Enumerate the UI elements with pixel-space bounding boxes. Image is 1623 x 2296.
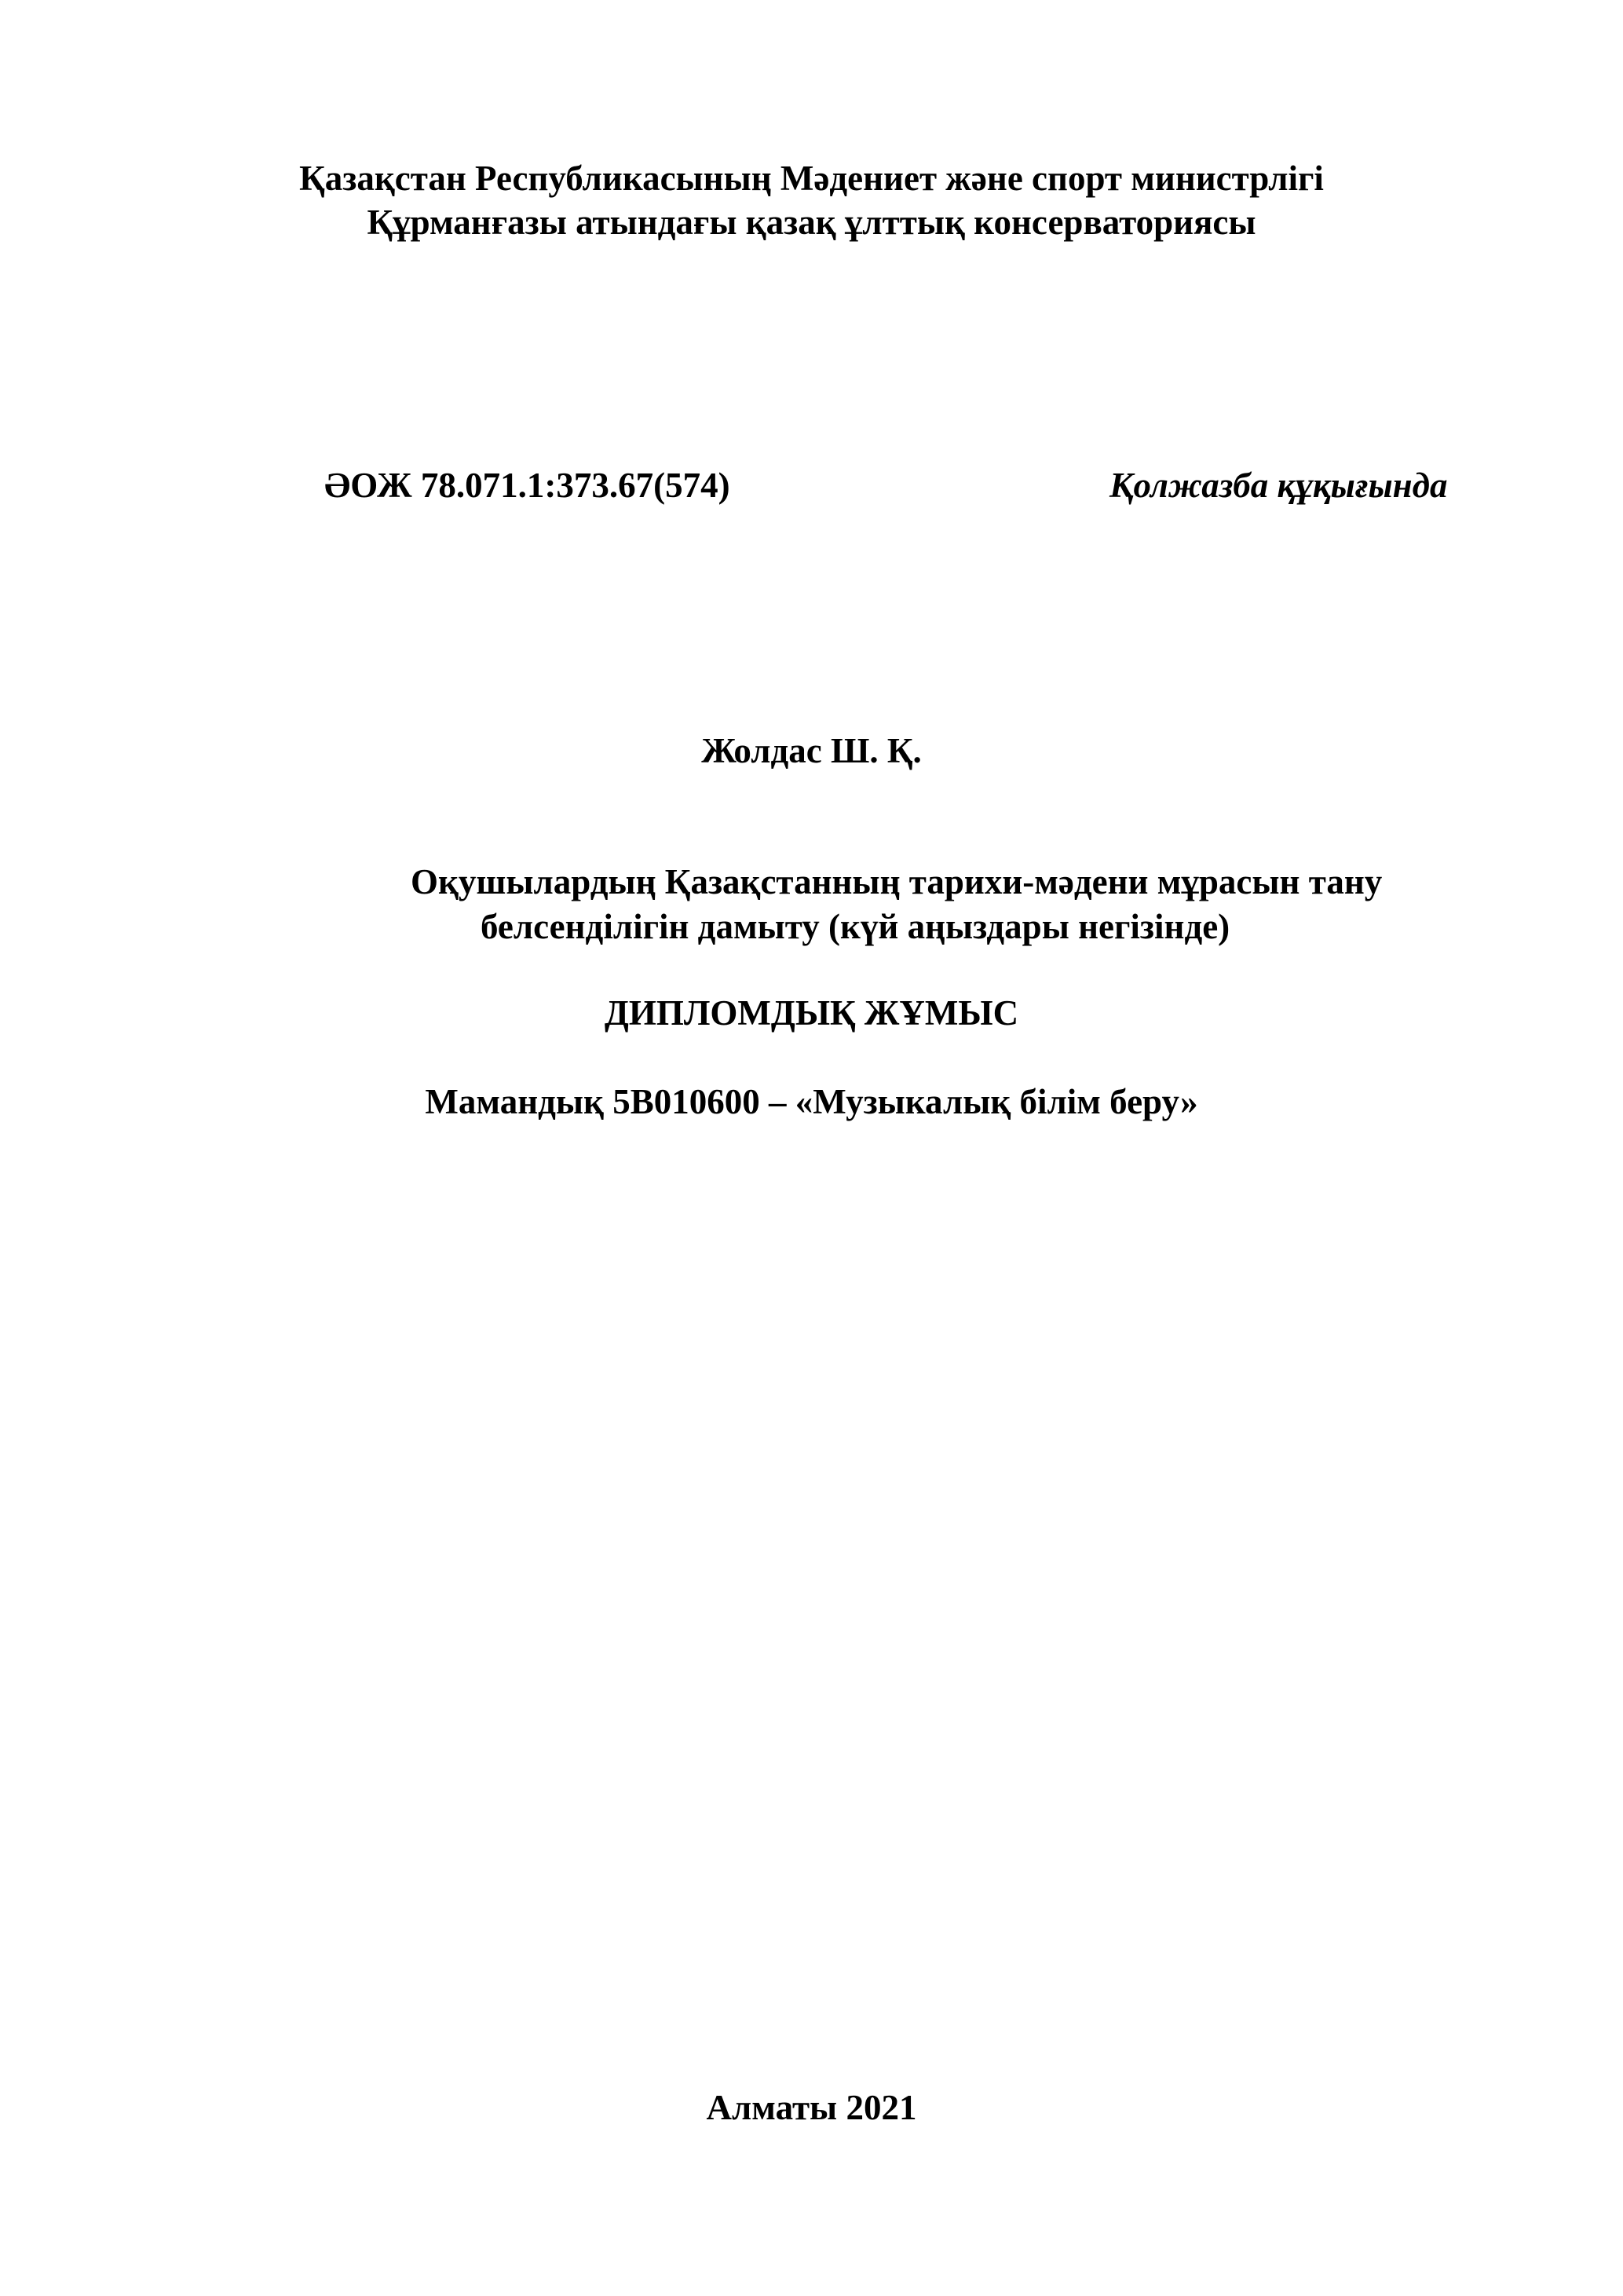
institution-name: Құрманғазы атындағы қазақ ұлттық консерваториясы bbox=[367, 203, 1256, 242]
thesis-title-line-1: Оқушылардың Қазақстанның тарихи-мәдени мұрасын тану bbox=[411, 862, 1383, 901]
city-year: Алматы 2021 bbox=[706, 2088, 917, 2127]
author-name: Жолдас Ш. Қ. bbox=[701, 731, 922, 770]
ministry-name: Қазақстан Республикасының Мәдениет және спорт министрлігі bbox=[299, 159, 1324, 198]
work-type-heading: ДИПЛОМДЫҚ ЖҰМЫС bbox=[604, 993, 1019, 1033]
thesis-title-line-2: белсенділігін дамыту (күй аңыздары негізінде) bbox=[481, 907, 1230, 946]
specialty-line: Мамандық 5В010600 – «Музыкалық білім беру» bbox=[425, 1082, 1198, 1121]
udc-code: ӘОЖ 78.071.1:373.67(574) bbox=[324, 466, 730, 505]
manuscript-rights-note: Қолжазба құқығында bbox=[1109, 466, 1448, 505]
